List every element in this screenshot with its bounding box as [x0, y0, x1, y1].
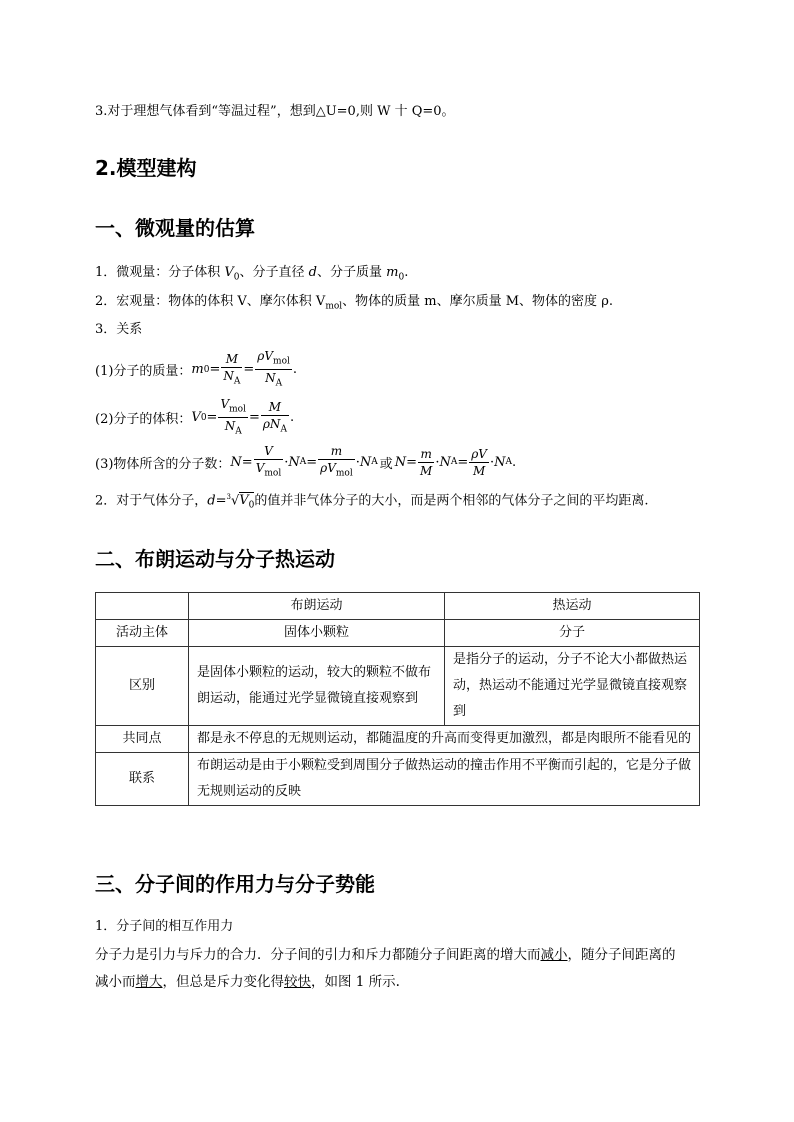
table-cell: 是固体小颗粒的运动，较大的颗粒不做布朗运动，能通过光学显微镜直接观察到	[189, 647, 445, 726]
table-row	[96, 647, 700, 726]
force-line-2: 减小而增大，但总是斥力变化得较快，如图 1 所示.	[95, 974, 400, 990]
comparison-table	[95, 592, 700, 806]
table-cell: 分子	[445, 620, 700, 647]
table-header-thermal: 热运动	[445, 593, 700, 620]
table-cell: 是指分子的运动，分子不论大小都做热运动，热运动不能通过光学显微镜直接观察到	[445, 647, 700, 726]
micro-item-3: 3．关系	[95, 322, 143, 337]
gas-note: 2．对于气体分子，$d=^3√V_0$的值并非气体分子的大小，而是两个相邻的气体分子之间的平均距离.	[95, 493, 649, 511]
force-item-1: 1．分子间的相互作用力	[95, 919, 234, 934]
heading-brownian: 二、布朗运动与分子热运动	[95, 547, 335, 571]
table-cell: 固体小颗粒	[189, 620, 445, 647]
heading-force: 三、分子间的作用力与分子势能	[95, 872, 375, 896]
top-line: 3.对于理想气体看到“等温过程”，想到△U=0,则 W 十 Q=0。	[95, 104, 455, 119]
section-title: 2.模型建构	[95, 156, 197, 180]
table-corner-cell	[96, 593, 189, 620]
table-row	[96, 726, 700, 753]
table-cell: 都是永不停息的无规则运动，都随温度的升高而变得更加激烈，都是肉眼所不能看见的	[189, 726, 700, 753]
row-label: 活动主体	[96, 620, 189, 647]
row-label: 区别	[96, 647, 189, 726]
micro-item-2: 2．宏观量：物体的体积 V、摩尔体积 $V_{mol}$、物体的质量 m、摩尔质量 M、物体的密度 ρ.	[95, 294, 613, 312]
table-header-row	[96, 593, 700, 620]
relation-mass: (1)分子的质量： m 0 = $\frac{M}{N_A}$ = $\frac{\rho V_{mol}}{N_A}$ .	[95, 349, 298, 389]
row-label: 联系	[96, 753, 189, 806]
table-row	[96, 753, 700, 806]
table-row	[96, 620, 700, 647]
table-cell: 布朗运动是由于小颗粒受到周围分子做热运动的撞击作用不平衡而引起的，它是分子做无规则运动的反映	[189, 753, 700, 806]
table-header-brownian: 布朗运动	[189, 593, 445, 620]
heading-micro: 一、微观量的估算	[95, 216, 255, 240]
row-label: 共同点	[96, 726, 189, 753]
micro-item-1: 1．微观量：分子体积 $V_0$、分子直径 d、分子质量 $m_0$.	[95, 265, 409, 283]
relation-count: (3)物体所含的分子数： N = $\frac{V}{V_{mol}}$ · N A = $\frac{m}{\rho V_{mol}}$ · N A 或 N = $\frac{m}{M}$ · N A = $\frac{\rho V}{M}$ · N A .	[95, 444, 517, 479]
force-line-1: 分子力是引力与斥力的合力．分子间的引力和斥力都随分子间距离的增大而减小，随分子间距离的	[95, 947, 676, 963]
relation-volume: (2)分子的体积： V 0 = $\frac{V_{mol}}{N_A}$ = $\frac{M}{\rho N_A}$ .	[95, 397, 295, 437]
